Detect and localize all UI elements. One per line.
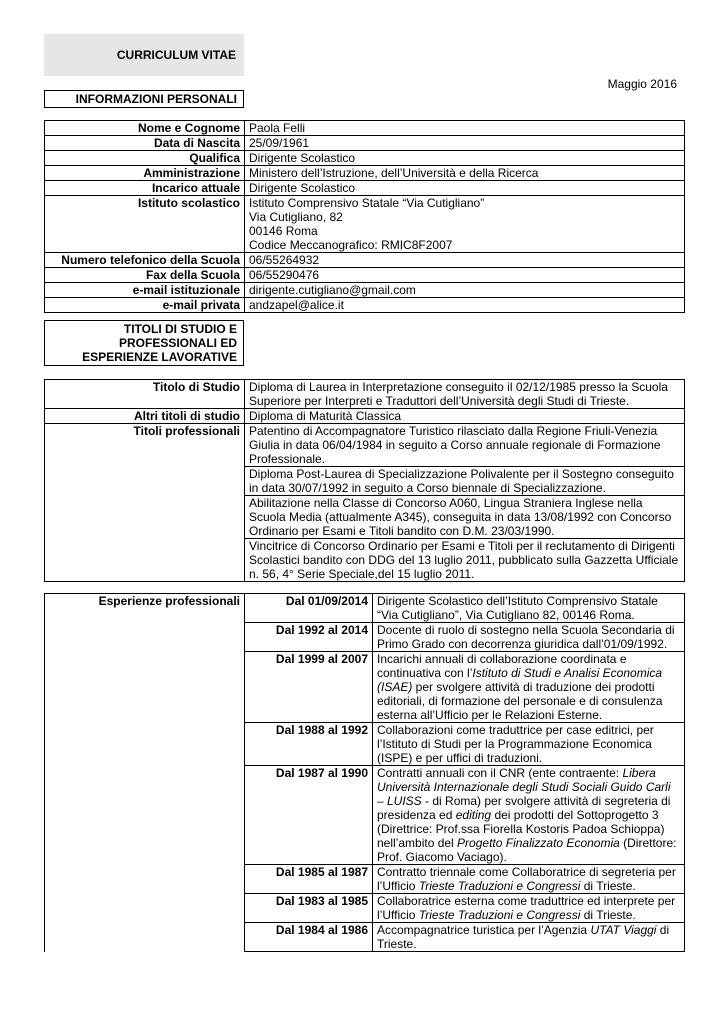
field-value: Dirigente Scolastico bbox=[245, 181, 685, 196]
experience-label: Esperienze professionali bbox=[45, 594, 245, 952]
field-label: Titoli professionali bbox=[45, 424, 245, 582]
field-label: Incarico attuale bbox=[45, 181, 245, 196]
field-value: andzapel@alice.it bbox=[245, 298, 685, 313]
cv-title-box bbox=[44, 34, 244, 76]
table-row bbox=[45, 298, 685, 313]
desc-text: (Direttore: Prof. Giacomo Vaciago). bbox=[377, 836, 677, 864]
description-cell: Docente di ruolo di sostegno nella Scuola Secondaria di Primo Grado con decorrenza giuridica dall’01/09/1992. bbox=[373, 623, 685, 652]
field-label: Altri titoli di studio bbox=[45, 409, 245, 424]
field-value: Paola Felli bbox=[245, 121, 685, 136]
section-personal-info-title: INFORMAZIONI PERSONALI bbox=[75, 92, 237, 106]
description-cell bbox=[373, 923, 685, 952]
period-cell: Dal 1987 al 1990 bbox=[245, 766, 373, 865]
period-cell: Dal 1983 al 1985 bbox=[245, 894, 373, 923]
field-value: Diploma Post-Laurea di Specializzazione Polivalente per il Sostegno conseguito in data 30/07/1992 in seguito a Corso biennale di Specializzazione. bbox=[245, 467, 685, 496]
personal-info-table bbox=[44, 120, 685, 313]
desc-italic: Istituto di Studi e Analisi Economica (ISAE) bbox=[377, 666, 663, 694]
table-row bbox=[45, 181, 685, 196]
description-cell bbox=[373, 894, 685, 923]
education-table bbox=[44, 379, 685, 582]
cv-title: CURRICULUM VITAE bbox=[116, 48, 236, 62]
desc-italic: Trieste Traduzioni e Congressi bbox=[418, 879, 581, 893]
period-cell: Dal 1984 al 1986 bbox=[245, 923, 373, 952]
field-value: Dirigente Scolastico bbox=[245, 151, 685, 166]
table-row bbox=[45, 196, 685, 253]
section-education-experience bbox=[44, 320, 244, 366]
description-cell bbox=[373, 865, 685, 894]
period-cell: Dal 01/09/2014 bbox=[245, 594, 373, 623]
description-cell: Dirigente Scolastico dell’Istituto Comprensivo Statale “Via Cutigliano”, Via Cutigliano 82, 00146 Roma. bbox=[373, 594, 685, 623]
desc-text: Contratti annuali con il CNR (ente contraente: bbox=[377, 766, 623, 780]
period-cell: Dal 1999 al 2007 bbox=[245, 652, 373, 723]
desc-text: di Trieste. bbox=[377, 923, 670, 951]
table-row bbox=[45, 151, 685, 166]
table-row bbox=[45, 283, 685, 298]
field-label: Nome e Cognome bbox=[45, 121, 245, 136]
field-label: Data di Nascita bbox=[45, 136, 245, 151]
field-value: 25/09/1961 bbox=[245, 136, 685, 151]
field-label: Fax della Scuola bbox=[45, 268, 245, 283]
experience-table bbox=[44, 593, 685, 952]
field-label: Titolo di Studio bbox=[45, 380, 245, 409]
section-education-title: TITOLI DI STUDIO E PROFESSIONALI ED ESPERIENZE LAVORATIVE bbox=[82, 322, 237, 364]
desc-italic: UTAT Viaggi bbox=[590, 923, 657, 937]
description-cell bbox=[373, 766, 685, 865]
field-value: Abilitazione nella Classe di Concorso A060, Lingua Straniera Inglese nella Scuola Media (attualmente A345), conseguita in data 13/08/1992 con Concorso Ordinario per Esami e Titoli bandito con D.M. 23/03/1990. bbox=[245, 496, 685, 539]
desc-italic: Progetto Finalizzato Economia bbox=[457, 836, 620, 850]
period-cell: Dal 1992 al 2014 bbox=[245, 623, 373, 652]
field-label: Istituto scolastico bbox=[45, 196, 245, 253]
period-cell: Dal 1985 al 1987 bbox=[245, 865, 373, 894]
field-label: e-mail privata bbox=[45, 298, 245, 313]
table-row bbox=[45, 253, 685, 268]
document-date: Maggio 2016 bbox=[607, 77, 677, 91]
period-cell: Dal 1988 al 1992 bbox=[245, 723, 373, 766]
description-cell: Collaborazioni come traduttrice per case editrici, per l’Istituto di Studi per la Programmazione Economica (ISPE) e per uffici di traduzioni. bbox=[373, 723, 685, 766]
desc-text: di Trieste. bbox=[580, 879, 636, 893]
desc-text: Incarichi annuali di collaborazione coordinata e continuativa con l’ bbox=[377, 652, 627, 680]
table-row bbox=[45, 136, 685, 151]
field-value: dirigente.cutigliano@gmail.com bbox=[245, 283, 685, 298]
field-value: Vincitrice di Concorso Ordinario per Esami e Titoli per il reclutamento di Dirigenti Scolastici bandito con DDG del 13 luglio 2011, pubblicato sulla Gazzetta Ufficiale n. 56, 4° Serie Speciale,del 15 luglio 2011. bbox=[245, 539, 685, 582]
section-personal-info bbox=[44, 90, 244, 108]
field-value: 06/55264932 bbox=[245, 253, 685, 268]
field-value: Diploma di Maturità Classica bbox=[245, 409, 685, 424]
field-label: e-mail istituzionale bbox=[45, 283, 245, 298]
table-row bbox=[45, 166, 685, 181]
field-value: Ministero dell’Istruzione, dell’Università e della Ricerca bbox=[245, 166, 685, 181]
desc-text: Accompagnatrice turistica per l’Agenzia bbox=[377, 923, 591, 937]
table-row bbox=[45, 121, 685, 136]
table-row bbox=[45, 424, 685, 467]
desc-text: Contratto triennale come Collaboratrice di segreteria per l’Ufficio bbox=[377, 865, 676, 893]
desc-text: per svolgere attività di traduzione dei prodotti editoriali, di formazione del personale e di consulenza esterna all’Ufficio per le Relazioni Esterne. bbox=[377, 680, 663, 722]
table-row bbox=[45, 268, 685, 283]
desc-italic: editing bbox=[455, 808, 492, 822]
desc-italic: Libera Università Internazionale degli Studi Sociali Guido Carli – LUISS bbox=[377, 766, 671, 808]
description-cell bbox=[373, 652, 685, 723]
desc-italic: Trieste Traduzioni e Congressi bbox=[418, 908, 581, 922]
field-value: Patentino di Accompagnatore Turistico rilasciato dalla Regione Friuli-Venezia Giulia in data 06/04/1984 in seguito a Corso annuale regionale di Formazione Professionale. bbox=[245, 424, 685, 467]
table-row bbox=[45, 409, 685, 424]
desc-text: Collaboratrice esterna come traduttrice ed interprete per l’Ufficio bbox=[377, 894, 676, 922]
field-value: Istituto Comprensivo Statale “Via Cutigliano” Via Cutigliano, 82 00146 Roma Codice Meccanografico: RMIC8F2007 bbox=[245, 196, 685, 253]
desc-text: dei prodotti del Sottoprogetto 3 (Direttrice: Prof.ssa Fiorella Kostoris Padoa Schioppa) nell’ambito del bbox=[377, 808, 665, 850]
table-row bbox=[45, 380, 685, 409]
field-label: Amministrazione bbox=[45, 166, 245, 181]
field-value: Diploma di Laurea in Interpretazione conseguito il 02/12/1985 presso la Scuola Superiore per Interpreti e Traduttori dell’Università degli Studi di Trieste. bbox=[245, 380, 685, 409]
field-label: Qualifica bbox=[45, 151, 245, 166]
field-label: Numero telefonico della Scuola bbox=[45, 253, 245, 268]
table-row bbox=[45, 594, 685, 623]
desc-text: - di Roma) per svolgere attività di segreteria di presidenza ed bbox=[377, 794, 671, 822]
field-value: 06/55290476 bbox=[245, 268, 685, 283]
desc-text: di Trieste. bbox=[580, 908, 636, 922]
